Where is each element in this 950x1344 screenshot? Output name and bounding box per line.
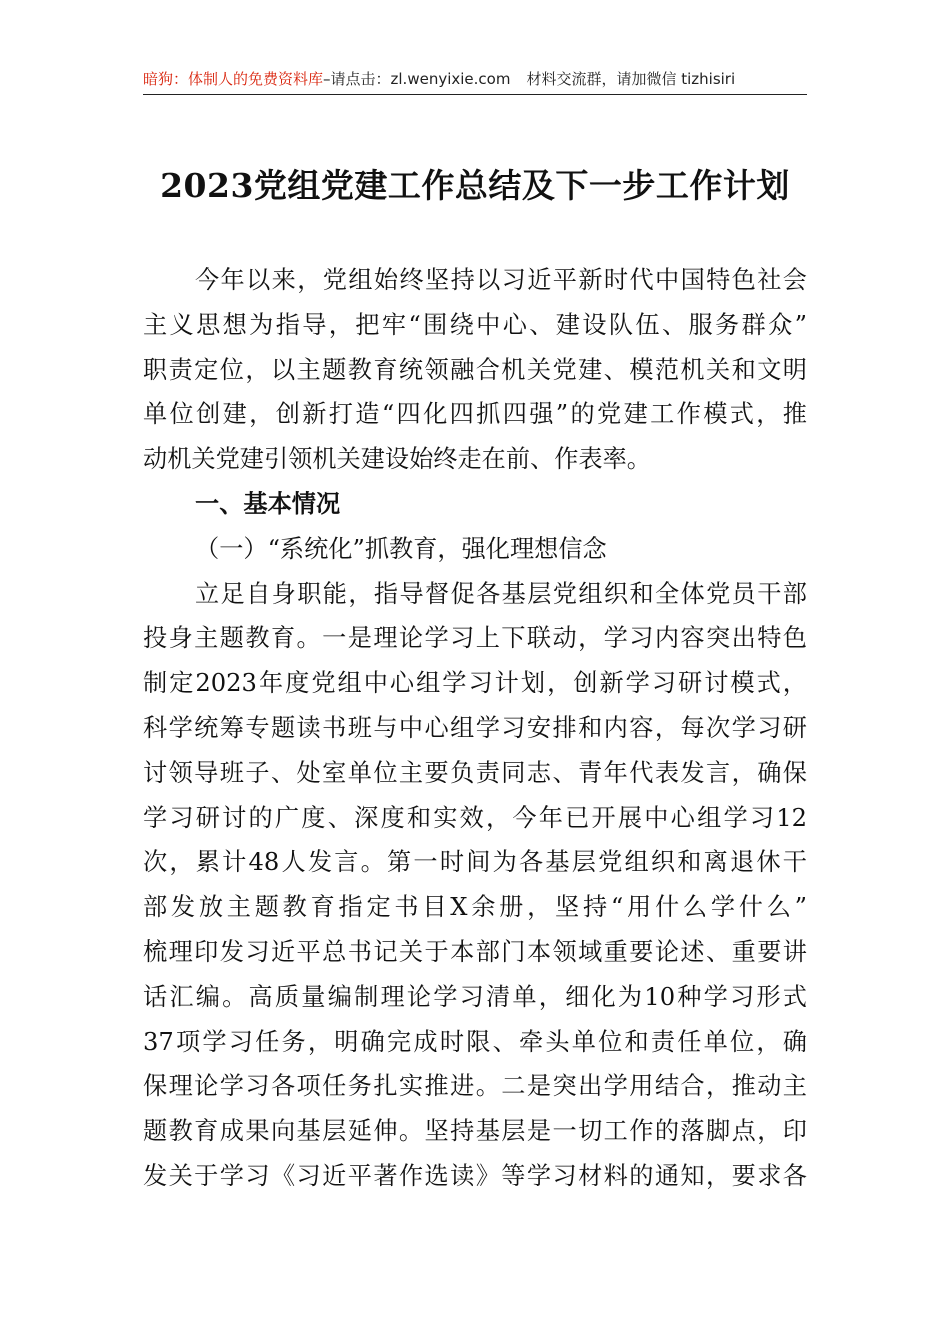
- paragraph-line: 制定2023年度党组中心组学习计划，创新学习研讨模式，: [143, 669, 807, 698]
- document-title: 2023党组党建工作总结及下一步工作计划: [160, 166, 790, 205]
- subsection-heading: （一）“系统化”抓教育，强化理想信念: [195, 534, 607, 563]
- intro-line: 职责定位，以主题教育统领融合机关党建、模范机关和文明: [143, 355, 807, 384]
- header-bar: [143, 66, 807, 95]
- header-site-name: 暗狗：体制人的免费资料库: [143, 70, 324, 88]
- paragraph-line: 保理论学习各项任务扎实推进。二是突出学用结合，推动主: [143, 1072, 807, 1101]
- paragraph-line: 部发放主题教育指定书目X余册，坚持“用什么学什么”: [143, 893, 807, 922]
- paragraph-line: 学习研讨的广度、深度和实效，今年已开展中心组学习12: [143, 803, 807, 832]
- paragraph-line: 次，累计48人发言。第一时间为各基层党组织和离退休干: [143, 848, 807, 877]
- paragraph-line: 立足自身职能，指导督促各基层党组织和全体党员干部: [195, 579, 807, 608]
- paragraph-line: 梳理印发习近平总书记关于本部门本领域重要论述、重要讲: [143, 937, 807, 966]
- intro-line: 主义思想为指导，把牢“围绕中心、建设队伍、服务群众”: [143, 310, 807, 339]
- paragraph-line: 题教育成果向基层延伸。坚持基层是一切工作的落脚点，印: [143, 1117, 807, 1146]
- paragraph-line: 发关于学习《习近平著作选读》等学习材料的通知，要求各: [143, 1161, 807, 1190]
- paragraph-line: 投身主题教育。一是理论学习上下联动，学习内容突出特色: [143, 624, 807, 653]
- intro-line: 动机关党建引领机关建设始终走在前、作表率。: [143, 445, 651, 474]
- header-wechat-note: 材料交流群，请加微信 tizhisiri: [526, 70, 736, 88]
- paragraph-line: 科学统筹专题读书班与中心组学习安排和内容，每次学习研: [143, 713, 807, 742]
- section-heading: 一、基本情况: [195, 489, 341, 518]
- paragraph-line: 37项学习任务，明确完成时限、牵头单位和责任单位，确: [143, 1027, 807, 1056]
- paragraph-line: 话汇编。高质量编制理论学习清单，细化为10种学习形式: [143, 982, 807, 1011]
- intro-line: 今年以来，党组始终坚持以习近平新时代中国特色社会: [195, 266, 807, 294]
- paragraph-line: 讨领导班子、处室单位主要负责同志、青年代表发言，确保: [143, 758, 807, 787]
- header-link[interactable]: –请点击：zl.wenyixie.com: [323, 70, 511, 88]
- intro-line: 单位创建，创新打造“四化四抓四强”的党建工作模式，推: [143, 400, 807, 429]
- document-body: [143, 258, 807, 1199]
